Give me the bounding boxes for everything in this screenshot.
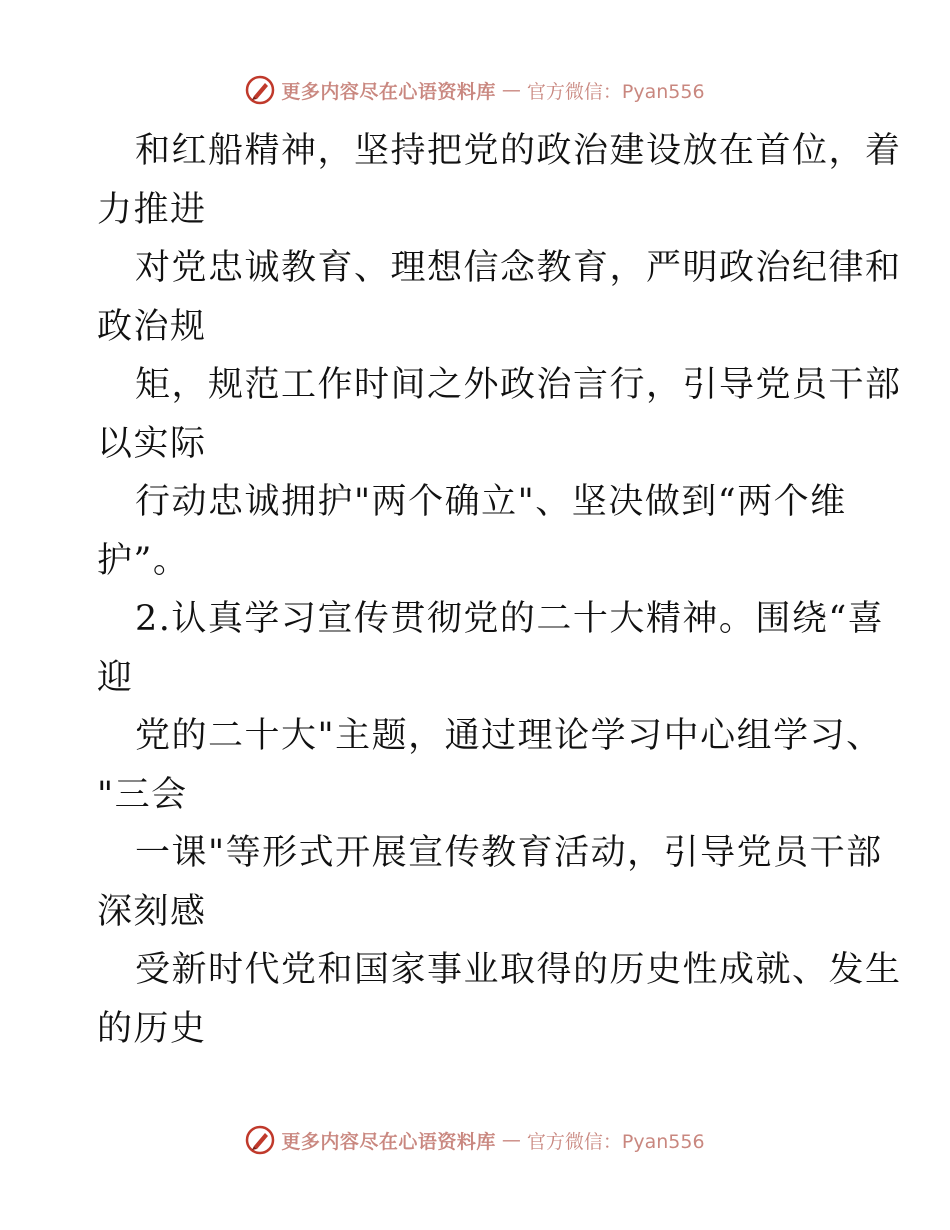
text-line: 受新时代党和国家事业取得的历史性成就、发生 — [135, 950, 902, 990]
text-line: 矩，规范工作时间之外政治言行，引导党员干部 — [135, 365, 902, 405]
text-line: 迎 — [97, 657, 134, 698]
watermark-text: 更多内容尽在心语资料库 — [281, 1130, 496, 1153]
text-line: 一课"等形式开展宣传教育活动，引导党员干部 — [135, 833, 883, 873]
text-line: 对党忠诚教育、理想信念教育，严明政治纪律和 — [135, 248, 902, 288]
watermark-dash: — — [501, 1129, 521, 1151]
text-line: 政治规 — [97, 306, 207, 347]
footer-watermark — [0, 1120, 950, 1160]
text-line: 深刻感 — [97, 891, 207, 932]
text-line: 力推进 — [97, 189, 207, 230]
text-line: 护”。 — [97, 540, 190, 581]
watermark-account: 官方微信：Pyan556 — [526, 1130, 705, 1153]
text-line: 党的二十大"主题，通过理论学习中心组学习、 — [135, 716, 883, 756]
text-line: 以实际 — [97, 423, 207, 464]
watermark-dash: — — [501, 79, 521, 101]
watermark-text: 更多内容尽在心语资料库 — [281, 80, 496, 103]
watermark-account: 官方微信：Pyan556 — [526, 80, 705, 103]
text-line: 行动忠诚拥护"两个确立"、坚决做到“两个维 — [135, 482, 847, 522]
text-line: "三会 — [97, 774, 188, 815]
header-watermark — [0, 70, 950, 110]
document-body — [97, 122, 902, 1058]
pen-logo-icon — [245, 1125, 275, 1155]
pen-logo-icon — [245, 75, 275, 105]
text-line: 的历史 — [97, 1008, 207, 1049]
text-line: 2.认真学习宣传贯彻党的二十大精神。围绕“喜 — [135, 599, 885, 639]
text-line: 和红船精神，坚持把党的政治建设放在首位，着 — [135, 131, 902, 171]
